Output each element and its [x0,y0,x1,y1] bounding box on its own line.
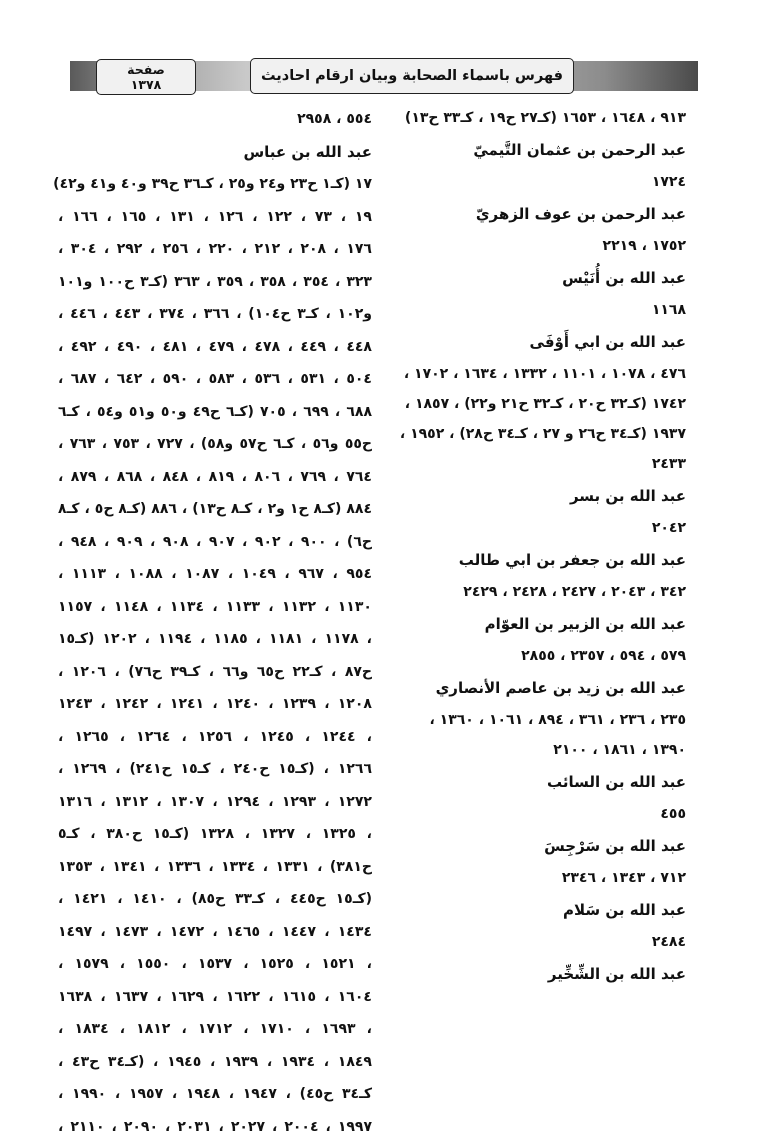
header-title: فهرس باسماء الصحابة وبيان ارقام احاديث [250,58,574,94]
hadith-numbers-line: ١٤٣٤ ، ١٤٤٧ ، ١٤٦٥ ، ١٤٧٢ ، ١٤٧٣ ، ١٤٩٧ [58,916,372,949]
hadith-numbers-line: ٣٤٢ ، ٢٠٤٣ ، ٢٤٢٧ ، ٢٤٢٨ ، ٢٤٢٩ [356,577,686,607]
hadith-numbers-line: و١٠٢ ، كـ٣ ح١٠٤) ، ٣٦٦ ، ٣٧٤ ، ٤٤٣ ، ٤٤٦ ، [58,298,372,331]
page-label: صفحة [127,62,165,77]
hadith-numbers-line: ١٦٠٤ ، ١٦١٥ ، ١٦٢٢ ، ١٦٢٩ ، ١٦٣٧ ، ١٦٣٨ [58,981,372,1014]
hadith-numbers-line: ١٩ ، ٧٣ ، ١٢٢ ، ١٢٦ ، ١٣١ ، ١٦٥ ، ١٦٦ ، [58,201,372,234]
companion-name: عبد الله بن زيد بن عاصم الأنصاري [356,671,686,705]
hadith-numbers-line: ٢٤٣٣ [356,449,686,479]
hadith-numbers-line: ٩٥٤ ، ٩٦٧ ، ١٠٤٩ ، ١٠٨٧ ، ١٠٨٨ ، ١١١٣ ، [58,558,372,591]
companion-name: عبد الله بن سَرْجِسَ [356,829,686,863]
hadith-numbers-line: ١٢٠٨ ، ١٢٣٩ ، ١٢٤٠ ، ١٢٤١ ، ١٢٤٢ ، ١٢٤٣ [58,688,372,721]
companion-name: عبد الله بن عباس [58,136,372,169]
hadith-numbers-line: ، ١٥٢١ ، ١٥٢٥ ، ١٥٣٧ ، ١٥٥٠ ، ١٥٧٩ ، [58,948,372,981]
companion-name: عبد الله بن جعفر بن ابي طالب [356,543,686,577]
hadith-numbers-line: ، ١٣٢٥ ، ١٣٢٧ ، ١٣٢٨ (كـ١٥ ح٣٨٠ ، كـ٥ [58,818,372,851]
hadith-numbers-line: ح٣٨١) ، ١٣٣١ ، ١٣٣٤ ، ١٣٣٦ ، ١٣٤١ ، ١٣٥٣ [58,851,372,884]
hadith-numbers-line: (كـ١٥ ح٤٤٥ ، كـ٣٣ ح٨٥) ، ١٤١٠ ، ١٤٢١ ، [58,883,372,916]
hadith-numbers-line: ٥٠٤ ، ٥٣١ ، ٥٣٦ ، ٥٨٣ ، ٥٩٠ ، ٦٤٢ ، ٦٨٧ ، [58,363,372,396]
hadith-numbers-line: ٢٠٤٢ [356,513,686,543]
hadith-numbers-line: ١٧٦ ، ٢٠٨ ، ٢١٢ ، ٢٢٠ ، ٢٥٦ ، ٢٩٢ ، ٣٠٤ ، [58,233,372,266]
companion-name: عبد الله بن الشِّخِّير [356,957,686,991]
hadith-numbers-line: ٤٤٨ ، ٤٤٩ ، ٤٧٨ ، ٤٧٩ ، ٤٨١ ، ٤٩٠ ، ٤٩٢ ، [58,331,372,364]
page-number-box [96,59,196,95]
hadith-numbers-line: ٢٤٨٤ [356,927,686,957]
hadith-numbers-line: ، ١٦٩٣ ، ١٧١٠ ، ١٧١٢ ، ١٨١٢ ، ١٨٣٤ ، [58,1013,372,1046]
hadith-numbers-line: ٦٨٨ ، ٦٩٩ ، ٧٠٥ (كـ٦ ح٤٩ و٥٠ و٥١ و٥٤ ، كـ٦ [58,396,372,429]
hadith-numbers-line: ح٥٥ و٥٦ ، كـ٦ ح٥٧ و٥٨) ، ٧٢٧ ، ٧٥٣ ، ٧٦٣ ، [58,428,372,461]
hadith-numbers-line: ٣٢٣ ، ٣٥٤ ، ٣٥٨ ، ٣٥٩ ، ٣٦٣ (كـ٣ ح١٠٠ و١٠١ [58,266,372,299]
companion-name: عبد الله بن السائب [356,765,686,799]
companion-name: عبد الرحمن بن عوف الزهريّ [356,197,686,231]
companion-name: عبد الرحمن بن عثمان التَّيميّ [356,133,686,167]
hadith-numbers-line: ٨٨٤ (كـ٨ ح١ و٢ ، كـ٨ ح١٣) ، ٨٨٦ (كـ٨ ح٥ ، كـ٨ [58,493,372,526]
hadith-numbers-line: ١٣٩٠ ، ١٨٦١ ، ٢١٠٠ [356,735,686,765]
hadith-numbers-line: ٩١٣ ، ١٦٤٨ ، ١٦٥٣ (كـ٢٧ ح١٩ ، كـ٣٣ ح١٣) [356,103,686,133]
page-number: ١٣٧٨ [131,77,162,92]
hadith-numbers-line: ح٦) ، ٩٠٠ ، ٩٠٢ ، ٩٠٧ ، ٩٠٨ ، ٩٠٩ ، ٩٤٨ ، [58,526,372,559]
hadith-numbers-line: ١٩٣٧ (كـ٣٤ ح٢٦ و ٢٧ ، كـ٣٤ ح٢٨) ، ١٩٥٢ ، [356,419,686,449]
hadith-numbers-line: ٧١٢ ، ١٣٤٣ ، ٢٣٤٦ [356,863,686,893]
hadith-numbers-line: ١٨٤٩ ، ١٩٣٤ ، ١٩٣٩ ، ١٩٤٥ ، (كـ٣٤ ح٤٣ ، [58,1046,372,1079]
hadith-numbers-line: ١٧٢٤ [356,167,686,197]
hadith-numbers-line: ، ١١٧٨ ، ١١٨١ ، ١١٨٥ ، ١١٩٤ ، ١٢٠٢ (كـ١٥ [58,623,372,656]
hadith-numbers-line: ٤٧٦ ، ١٠٧٨ ، ١١٠١ ، ١٣٣٢ ، ١٦٣٤ ، ١٧٠٢ ، [356,359,686,389]
hadith-numbers-line: ١٧٤٢ (كـ٣٢ ح٢٠ ، كـ٣٢ ح٢١ و٢٢) ، ١٨٥٧ ، [356,389,686,419]
hadith-numbers-line: ١٩٩٧ ، ٢٠٠٤ ، ٢٠٢٧ ، ٢٠٣١ ، ٢٠٩٠ ، ٢١١٠ ، [58,1111,372,1143]
hadith-numbers-line: ٥٧٩ ، ٥٩٤ ، ٢٣٥٧ ، ٢٨٥٥ [356,641,686,671]
hadith-numbers-line: ٥٥٤ ، ٢٩٥٨ [58,103,372,136]
left-column [58,103,372,1143]
hadith-numbers-line: ، ١٢٤٤ ، ١٢٤٥ ، ١٢٥٦ ، ١٢٦٤ ، ١٢٦٥ ، [58,721,372,754]
page-header [70,57,698,95]
hadith-numbers-line: ح٨٧ ، كـ٢٢ ح٦٥ و٦٦ ، كـ٣٩ ح٧٦) ، ١٢٠٦ ، [58,656,372,689]
hadith-numbers-line: ٤٥٥ [356,799,686,829]
hadith-numbers-line: ١٢٧٢ ، ١٢٩٣ ، ١٢٩٤ ، ١٣٠٧ ، ١٣١٢ ، ١٣١٦ [58,786,372,819]
hadith-numbers-line: ١٢٦٦ ، (كـ١٥ ح٢٤٠ ، كـ١٥ ح٢٤١) ، ١٢٦٩ ، [58,753,372,786]
hadith-numbers-line: ١٧٥٢ ، ٢٢١٩ [356,231,686,261]
hadith-numbers-line: ٢٣٥ ، ٢٣٦ ، ٣٦١ ، ٨٩٤ ، ١٠٦١ ، ١٣٦٠ ، [356,705,686,735]
companion-name: عبد الله بن ابي أَوْفَى [356,325,686,359]
hadith-numbers-line: ٧٦٤ ، ٧٦٩ ، ٨٠٦ ، ٨١٩ ، ٨٤٨ ، ٨٦٨ ، ٨٧٩ ، [58,461,372,494]
hadith-numbers-line: ١١٦٨ [356,295,686,325]
companion-name: عبد الله بن الزبير بن العوّام [356,607,686,641]
hadith-numbers-line: ١١٣٠ ، ١١٣٢ ، ١١٣٣ ، ١١٣٤ ، ١١٤٨ ، ١١٥٧ [58,591,372,624]
hadith-numbers-line: كـ٣٤ ح٤٥) ، ١٩٤٧ ، ١٩٤٨ ، ١٩٥٧ ، ١٩٩٠ ، [58,1078,372,1111]
companion-name: عبد الله بن بسر [356,479,686,513]
companion-name: عبد الله بن سَلام [356,893,686,927]
hadith-numbers-line: ١٧ (كـ١ ح٢٣ و٢٤ و٢٥ ، كـ٣٦ ح٣٩ و٤٠ و٤١ و٤٢) [58,168,372,201]
companion-name: عبد الله بن أُنَيْس [356,261,686,295]
right-column [356,103,686,991]
